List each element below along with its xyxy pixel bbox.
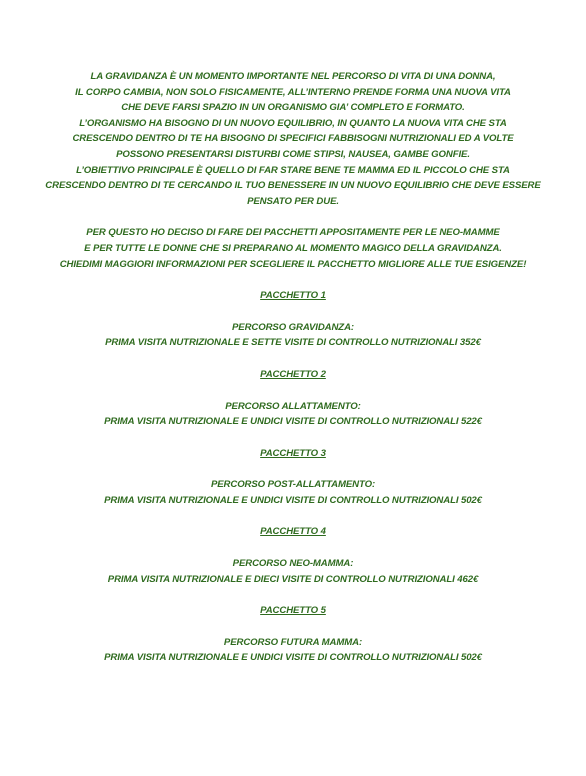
- intro-line: IL CORPO CAMBIA, NON SOLO FISICAMENTE, ALL’INTERNO PRENDE FORMA UNA NUOVA VITA: [75, 86, 511, 98]
- intro-line: CRESCENDO DENTRO DI TE CERCANDO IL TUO BENESSERE IN UN NUOVO EQUILIBRIO CHE DEVE ESSERE: [45, 180, 541, 192]
- package-2: [0, 367, 586, 430]
- package-1: [0, 288, 586, 351]
- package-title: PACCHETTO 5: [260, 605, 326, 617]
- intro-line: POSSONO PRESENTARSI DISTURBI COME STIPSI, NAUSEA, GAMBE GONFIE.: [116, 148, 470, 160]
- package-detail: PRIMA VISITA NUTRIZIONALE E UNDICI VISITE DI CONTROLLO NUTRIZIONALI 502€: [104, 652, 482, 664]
- package-title: PACCHETTO 4: [260, 526, 326, 538]
- package-3: [0, 446, 586, 509]
- package-name: PERCORSO FUTURA MAMMA:: [223, 636, 363, 648]
- offer-line: PER QUESTO HO DECISO DI FARE DEI PACCHETTI APPOSITAMENTE PER LE NEO-MAMME: [86, 227, 500, 239]
- package-name: PERCORSO NEO-MAMMA:: [232, 558, 354, 570]
- package-name: PERCORSO POST-ALLATTAMENTO:: [210, 479, 376, 491]
- package-title: PACCHETTO 2: [260, 368, 326, 380]
- package-name: PERCORSO ALLATTAMENTO:: [225, 400, 361, 412]
- package-4: [0, 524, 586, 587]
- package-title: PACCHETTO 1: [260, 290, 326, 302]
- package-detail: PRIMA VISITA NUTRIZIONALE E DIECI VISITE DI CONTROLLO NUTRIZIONALI 462€: [107, 573, 479, 585]
- intro-line: PENSATO PER DUE.: [247, 195, 339, 207]
- offer-paragraph: [0, 225, 586, 272]
- intro-line: L’OBIETTIVO PRINCIPALE È QUELLO DI FAR STARE BENE TE MAMMA ED IL PICCOLO CHE STA: [76, 164, 510, 176]
- spacer: [0, 209, 586, 225]
- package-detail: PRIMA VISITA NUTRIZIONALE E SETTE VISITE DI CONTROLLO NUTRIZIONALI 352€: [105, 337, 481, 349]
- package-detail: PRIMA VISITA NUTRIZIONALE E UNDICI VISITE DI CONTROLLO NUTRIZIONALI 522€: [104, 416, 482, 428]
- package-name: PERCORSO GRAVIDANZA:: [231, 321, 354, 333]
- intro-paragraph: [0, 69, 586, 209]
- package-detail: PRIMA VISITA NUTRIZIONALE E UNDICI VISITE DI CONTROLLO NUTRIZIONALI 502€: [104, 494, 482, 506]
- offer-line: E PER TUTTE LE DONNE CHE SI PREPARANO AL MOMENTO MAGICO DELLA GRAVIDANZA.: [84, 242, 502, 254]
- package-5: [0, 603, 586, 666]
- intro-line: CRESCENDO DENTRO DI TE HA BISOGNO DI SPECIFICI FABBISOGNI NUTRIZIONALI ED A VOLTE: [72, 133, 514, 145]
- intro-line: CHE DEVE FARSI SPAZIO IN UN ORGANISMO GIA’ COMPLETO E FORMATO.: [121, 102, 465, 114]
- intro-line: L’ORGANISMO HA BISOGNO DI UN NUOVO EQUILIBRIO, IN QUANTO LA NUOVA VITA CHE STA: [79, 117, 507, 129]
- package-title: PACCHETTO 3: [260, 447, 326, 459]
- intro-line: LA GRAVIDANZA È UN MOMENTO IMPORTANTE NEL PERCORSO DI VITA DI UNA DONNA,: [90, 71, 496, 82]
- offer-line: CHIEDIMI MAGGIORI INFORMAZIONI PER SCEGLIERE IL PACCHETTO MIGLIORE ALLE TUE ESIGENZE!: [59, 258, 527, 270]
